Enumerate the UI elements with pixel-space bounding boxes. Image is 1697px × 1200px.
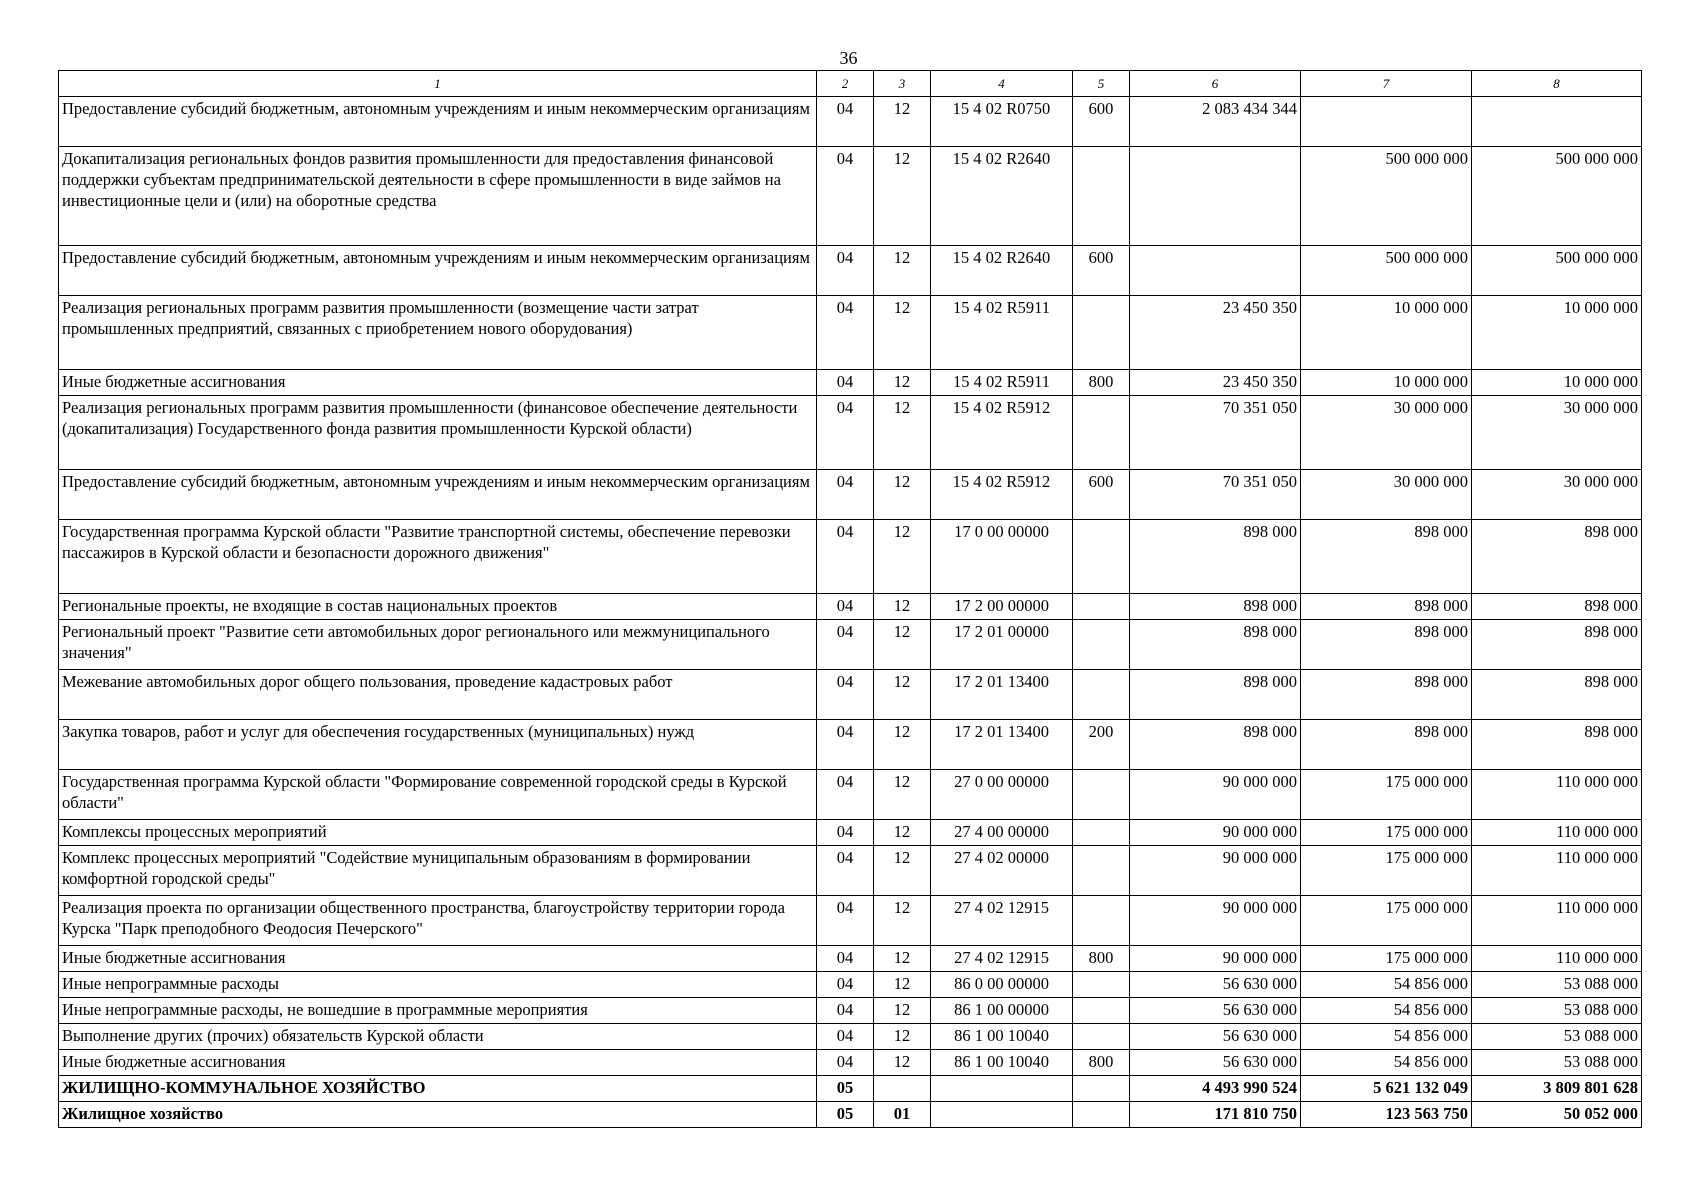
amount-col6-cell: 56 630 000: [1130, 998, 1301, 1024]
section-code-cell: 04: [817, 396, 874, 470]
target-article-cell: 15 4 02 R5911: [931, 296, 1073, 370]
column-number-row: [59, 71, 1642, 97]
row-name-cell: Государственная программа Курской области "Развитие транспортной системы, обеспечение перевозки пассажиров в Курской области и безопасности дорожного движения": [59, 520, 817, 594]
row-name-cell: Жилищное хозяйство: [59, 1102, 817, 1128]
amount-col6-cell: [1130, 147, 1301, 246]
amount-col6-cell: 56 630 000: [1130, 972, 1301, 998]
row-name-cell: Государственная программа Курской области "Формирование современной городской среды в Курской области": [59, 770, 817, 820]
amount-col8-cell: 10 000 000: [1472, 296, 1642, 370]
row-name-cell: Межевание автомобильных дорог общего пользования, проведение кадастровых работ: [59, 670, 817, 720]
row-name-cell: Предоставление субсидий бюджетным, автономным учреждениям и иным некоммерческим организациям: [59, 246, 817, 296]
budget-table: [58, 70, 1642, 1128]
expense-type-cell: [1073, 770, 1130, 820]
amount-col7-cell: 30 000 000: [1301, 396, 1472, 470]
amount-col8-cell: 898 000: [1472, 620, 1642, 670]
column-header: 8: [1472, 71, 1642, 97]
subsection-code-cell: 12: [874, 296, 931, 370]
amount-col7-cell: 123 563 750: [1301, 1102, 1472, 1128]
table-row: [59, 998, 1642, 1024]
amount-col8-cell: 110 000 000: [1472, 820, 1642, 846]
expense-type-cell: 600: [1073, 246, 1130, 296]
amount-col8-cell: 53 088 000: [1472, 998, 1642, 1024]
amount-col6-cell: 23 450 350: [1130, 370, 1301, 396]
target-article-cell: 86 1 00 00000: [931, 998, 1073, 1024]
section-code-cell: 04: [817, 820, 874, 846]
section-code-cell: 05: [817, 1076, 874, 1102]
expense-type-cell: 200: [1073, 720, 1130, 770]
amount-col7-cell: 898 000: [1301, 670, 1472, 720]
row-name-cell: Докапитализация региональных фондов развития промышленности для предоставления финансовой поддержки субъектам предпринимательской деятельности в сфере промышленности в виде займов на инвестиционные цели и (или) на оборотные средства: [59, 147, 817, 246]
section-code-cell: 04: [817, 520, 874, 594]
amount-col6-cell: 90 000 000: [1130, 946, 1301, 972]
section-code-cell: 04: [817, 97, 874, 147]
section-code-cell: 04: [817, 972, 874, 998]
section-code-cell: 04: [817, 370, 874, 396]
subsection-code-cell: 12: [874, 1050, 931, 1076]
amount-col8-cell: 898 000: [1472, 670, 1642, 720]
expense-type-cell: [1073, 1102, 1130, 1128]
expense-type-cell: [1073, 520, 1130, 594]
section-code-cell: 04: [817, 1024, 874, 1050]
subsection-code-cell: 12: [874, 846, 931, 896]
subsection-code-cell: 12: [874, 594, 931, 620]
amount-col6-cell: 2 083 434 344: [1130, 97, 1301, 147]
row-name-cell: Реализация проекта по организации общественного пространства, благоустройству территории города Курска "Парк преподобного Феодосия Печерского": [59, 896, 817, 946]
column-header: 2: [817, 71, 874, 97]
amount-col6-cell: 23 450 350: [1130, 296, 1301, 370]
subsection-code-cell: 12: [874, 946, 931, 972]
section-code-cell: 04: [817, 670, 874, 720]
amount-col7-cell: 898 000: [1301, 594, 1472, 620]
table-row: [59, 846, 1642, 896]
expense-type-cell: [1073, 820, 1130, 846]
row-name-cell: Иные бюджетные ассигнования: [59, 946, 817, 972]
amount-col8-cell: 110 000 000: [1472, 896, 1642, 946]
section-code-cell: 05: [817, 1102, 874, 1128]
amount-col6-cell: 56 630 000: [1130, 1024, 1301, 1050]
row-name-cell: Выполнение других (прочих) обязательств Курской области: [59, 1024, 817, 1050]
amount-col6-cell: 90 000 000: [1130, 896, 1301, 946]
target-article-cell: 27 4 02 00000: [931, 846, 1073, 896]
table-row: [59, 820, 1642, 846]
table-row: [59, 470, 1642, 520]
column-header: 1: [59, 71, 817, 97]
row-name-cell: Комплекс процессных мероприятий "Содействие муниципальным образованиям в формировании комфортной городской среды": [59, 846, 817, 896]
expense-type-cell: [1073, 972, 1130, 998]
section-code-cell: 04: [817, 998, 874, 1024]
subsection-code-cell: 01: [874, 1102, 931, 1128]
amount-col6-cell: 70 351 050: [1130, 470, 1301, 520]
table-row: [59, 896, 1642, 946]
target-article-cell: 27 4 00 00000: [931, 820, 1073, 846]
amount-col8-cell: 30 000 000: [1472, 470, 1642, 520]
amount-col7-cell: 898 000: [1301, 720, 1472, 770]
amount-col6-cell: 90 000 000: [1130, 770, 1301, 820]
amount-col6-cell: 898 000: [1130, 720, 1301, 770]
target-article-cell: 27 0 00 00000: [931, 770, 1073, 820]
amount-col8-cell: 50 052 000: [1472, 1102, 1642, 1128]
subsection-code-cell: 12: [874, 670, 931, 720]
row-name-cell: Реализация региональных программ развития промышленности (возмещение части затрат промышленных предприятий, связанных с приобретением нового оборудования): [59, 296, 817, 370]
amount-col7-cell: 175 000 000: [1301, 846, 1472, 896]
section-code-cell: 04: [817, 720, 874, 770]
expense-type-cell: [1073, 998, 1130, 1024]
section-code-cell: 04: [817, 296, 874, 370]
row-name-cell: Региональный проект "Развитие сети автомобильных дорог регионального или межмуниципального значения": [59, 620, 817, 670]
amount-col7-cell: 54 856 000: [1301, 998, 1472, 1024]
amount-col6-cell: 56 630 000: [1130, 1050, 1301, 1076]
subsection-code-cell: 12: [874, 147, 931, 246]
amount-col8-cell: 898 000: [1472, 594, 1642, 620]
row-name-cell: Иные бюджетные ассигнования: [59, 1050, 817, 1076]
expense-type-cell: [1073, 846, 1130, 896]
column-header: 6: [1130, 71, 1301, 97]
amount-col6-cell: 171 810 750: [1130, 1102, 1301, 1128]
column-header: 5: [1073, 71, 1130, 97]
subsection-code-cell: 12: [874, 770, 931, 820]
table-row: [59, 520, 1642, 594]
amount-col7-cell: 10 000 000: [1301, 296, 1472, 370]
subsection-code-cell: 12: [874, 620, 931, 670]
amount-col8-cell: 500 000 000: [1472, 147, 1642, 246]
amount-col8-cell: [1472, 97, 1642, 147]
row-name-cell: Предоставление субсидий бюджетным, автономным учреждениям и иным некоммерческим организациям: [59, 470, 817, 520]
table-row: [59, 147, 1642, 246]
table-row: [59, 720, 1642, 770]
section-code-cell: 04: [817, 594, 874, 620]
target-article-cell: 17 2 01 00000: [931, 620, 1073, 670]
amount-col8-cell: 53 088 000: [1472, 1024, 1642, 1050]
expense-type-cell: 600: [1073, 470, 1130, 520]
row-name-cell: Региональные проекты, не входящие в состав национальных проектов: [59, 594, 817, 620]
amount-col8-cell: 110 000 000: [1472, 846, 1642, 896]
target-article-cell: 17 0 00 00000: [931, 520, 1073, 594]
amount-col6-cell: 90 000 000: [1130, 846, 1301, 896]
expense-type-cell: [1073, 896, 1130, 946]
table-row: [59, 97, 1642, 147]
amount-col7-cell: 5 621 132 049: [1301, 1076, 1472, 1102]
amount-col7-cell: 10 000 000: [1301, 370, 1472, 396]
table-row: [59, 594, 1642, 620]
amount-col7-cell: 175 000 000: [1301, 770, 1472, 820]
section-code-cell: 04: [817, 846, 874, 896]
amount-col8-cell: 3 809 801 628: [1472, 1076, 1642, 1102]
section-code-cell: 04: [817, 896, 874, 946]
target-article-cell: 86 0 00 00000: [931, 972, 1073, 998]
amount-col6-cell: 898 000: [1130, 520, 1301, 594]
target-article-cell: 15 4 02 R5912: [931, 470, 1073, 520]
table-body: [59, 97, 1642, 1128]
expense-type-cell: [1073, 1076, 1130, 1102]
amount-col8-cell: 898 000: [1472, 720, 1642, 770]
table-row: [59, 396, 1642, 470]
target-article-cell: 17 2 01 13400: [931, 670, 1073, 720]
amount-col6-cell: 90 000 000: [1130, 820, 1301, 846]
amount-col6-cell: 898 000: [1130, 620, 1301, 670]
section-code-cell: 04: [817, 770, 874, 820]
section-code-cell: 04: [817, 470, 874, 520]
row-name-cell: Иные бюджетные ассигнования: [59, 370, 817, 396]
amount-col8-cell: 10 000 000: [1472, 370, 1642, 396]
amount-col8-cell: 110 000 000: [1472, 946, 1642, 972]
row-name-cell: Комплексы процессных мероприятий: [59, 820, 817, 846]
table-row: [59, 670, 1642, 720]
section-code-cell: 04: [817, 620, 874, 670]
section-code-cell: 04: [817, 147, 874, 246]
table-row: [59, 1050, 1642, 1076]
table-row: [59, 1076, 1642, 1102]
amount-col6-cell: 70 351 050: [1130, 396, 1301, 470]
row-name-cell: Предоставление субсидий бюджетным, автономным учреждениям и иным некоммерческим организациям: [59, 97, 817, 147]
section-code-cell: 04: [817, 1050, 874, 1076]
amount-col8-cell: 500 000 000: [1472, 246, 1642, 296]
amount-col8-cell: 110 000 000: [1472, 770, 1642, 820]
amount-col7-cell: 500 000 000: [1301, 147, 1472, 246]
target-article-cell: 86 1 00 10040: [931, 1050, 1073, 1076]
row-name-cell: Иные непрограммные расходы: [59, 972, 817, 998]
subsection-code-cell: 12: [874, 972, 931, 998]
target-article-cell: 27 4 02 12915: [931, 946, 1073, 972]
section-code-cell: 04: [817, 946, 874, 972]
amount-col6-cell: 898 000: [1130, 594, 1301, 620]
amount-col7-cell: 500 000 000: [1301, 246, 1472, 296]
target-article-cell: 15 4 02 R2640: [931, 246, 1073, 296]
table-row: [59, 620, 1642, 670]
row-name-cell: Иные непрограммные расходы, не вошедшие в программные мероприятия: [59, 998, 817, 1024]
expense-type-cell: [1073, 296, 1130, 370]
amount-col8-cell: 30 000 000: [1472, 396, 1642, 470]
target-article-cell: 27 4 02 12915: [931, 896, 1073, 946]
amount-col7-cell: [1301, 97, 1472, 147]
amount-col6-cell: [1130, 246, 1301, 296]
subsection-code-cell: 12: [874, 97, 931, 147]
expense-type-cell: [1073, 594, 1130, 620]
target-article-cell: 17 2 01 13400: [931, 720, 1073, 770]
amount-col7-cell: 54 856 000: [1301, 1050, 1472, 1076]
table-row: [59, 246, 1642, 296]
amount-col7-cell: 898 000: [1301, 520, 1472, 594]
target-article-cell: 15 4 02 R5911: [931, 370, 1073, 396]
table-row: [59, 946, 1642, 972]
target-article-cell: 86 1 00 10040: [931, 1024, 1073, 1050]
column-header: 4: [931, 71, 1073, 97]
target-article-cell: [931, 1076, 1073, 1102]
subsection-code-cell: 12: [874, 470, 931, 520]
row-name-cell: ЖИЛИЩНО-КОММУНАЛЬНОЕ ХОЗЯЙСТВО: [59, 1076, 817, 1102]
expense-type-cell: [1073, 147, 1130, 246]
expense-type-cell: 800: [1073, 1050, 1130, 1076]
subsection-code-cell: 12: [874, 1024, 931, 1050]
table-row: [59, 370, 1642, 396]
section-code-cell: 04: [817, 246, 874, 296]
target-article-cell: 17 2 00 00000: [931, 594, 1073, 620]
amount-col7-cell: 175 000 000: [1301, 820, 1472, 846]
target-article-cell: [931, 1102, 1073, 1128]
column-header: 3: [874, 71, 931, 97]
expense-type-cell: [1073, 620, 1130, 670]
amount-col7-cell: 30 000 000: [1301, 470, 1472, 520]
amount-col8-cell: 53 088 000: [1472, 972, 1642, 998]
expense-type-cell: 800: [1073, 370, 1130, 396]
row-name-cell: Закупка товаров, работ и услуг для обеспечения государственных (муниципальных) нужд: [59, 720, 817, 770]
amount-col7-cell: 54 856 000: [1301, 1024, 1472, 1050]
table-row: [59, 296, 1642, 370]
expense-type-cell: [1073, 670, 1130, 720]
column-header: 7: [1301, 71, 1472, 97]
subsection-code-cell: 12: [874, 720, 931, 770]
expense-type-cell: [1073, 1024, 1130, 1050]
amount-col7-cell: 54 856 000: [1301, 972, 1472, 998]
target-article-cell: 15 4 02 R2640: [931, 147, 1073, 246]
amount-col7-cell: 175 000 000: [1301, 896, 1472, 946]
amount-col7-cell: 898 000: [1301, 620, 1472, 670]
subsection-code-cell: 12: [874, 998, 931, 1024]
table-row: [59, 972, 1642, 998]
table-row: [59, 1102, 1642, 1128]
amount-col6-cell: 898 000: [1130, 670, 1301, 720]
subsection-code-cell: 12: [874, 246, 931, 296]
amount-col6-cell: 4 493 990 524: [1130, 1076, 1301, 1102]
row-name-cell: Реализация региональных программ развития промышленности (финансовое обеспечение деятельности (докапитализация) Государственного фонда развития промышленности Курской области): [59, 396, 817, 470]
subsection-code-cell: 12: [874, 520, 931, 594]
expense-type-cell: [1073, 396, 1130, 470]
subsection-code-cell: 12: [874, 896, 931, 946]
table-row: [59, 770, 1642, 820]
subsection-code-cell: [874, 1076, 931, 1102]
subsection-code-cell: 12: [874, 396, 931, 470]
amount-col8-cell: 898 000: [1472, 520, 1642, 594]
subsection-code-cell: 12: [874, 370, 931, 396]
subsection-code-cell: 12: [874, 820, 931, 846]
amount-col7-cell: 175 000 000: [1301, 946, 1472, 972]
expense-type-cell: 800: [1073, 946, 1130, 972]
target-article-cell: 15 4 02 R5912: [931, 396, 1073, 470]
target-article-cell: 15 4 02 R0750: [931, 97, 1073, 147]
amount-col8-cell: 53 088 000: [1472, 1050, 1642, 1076]
table-row: [59, 1024, 1642, 1050]
page-number: 36: [839, 48, 858, 68]
expense-type-cell: 600: [1073, 97, 1130, 147]
